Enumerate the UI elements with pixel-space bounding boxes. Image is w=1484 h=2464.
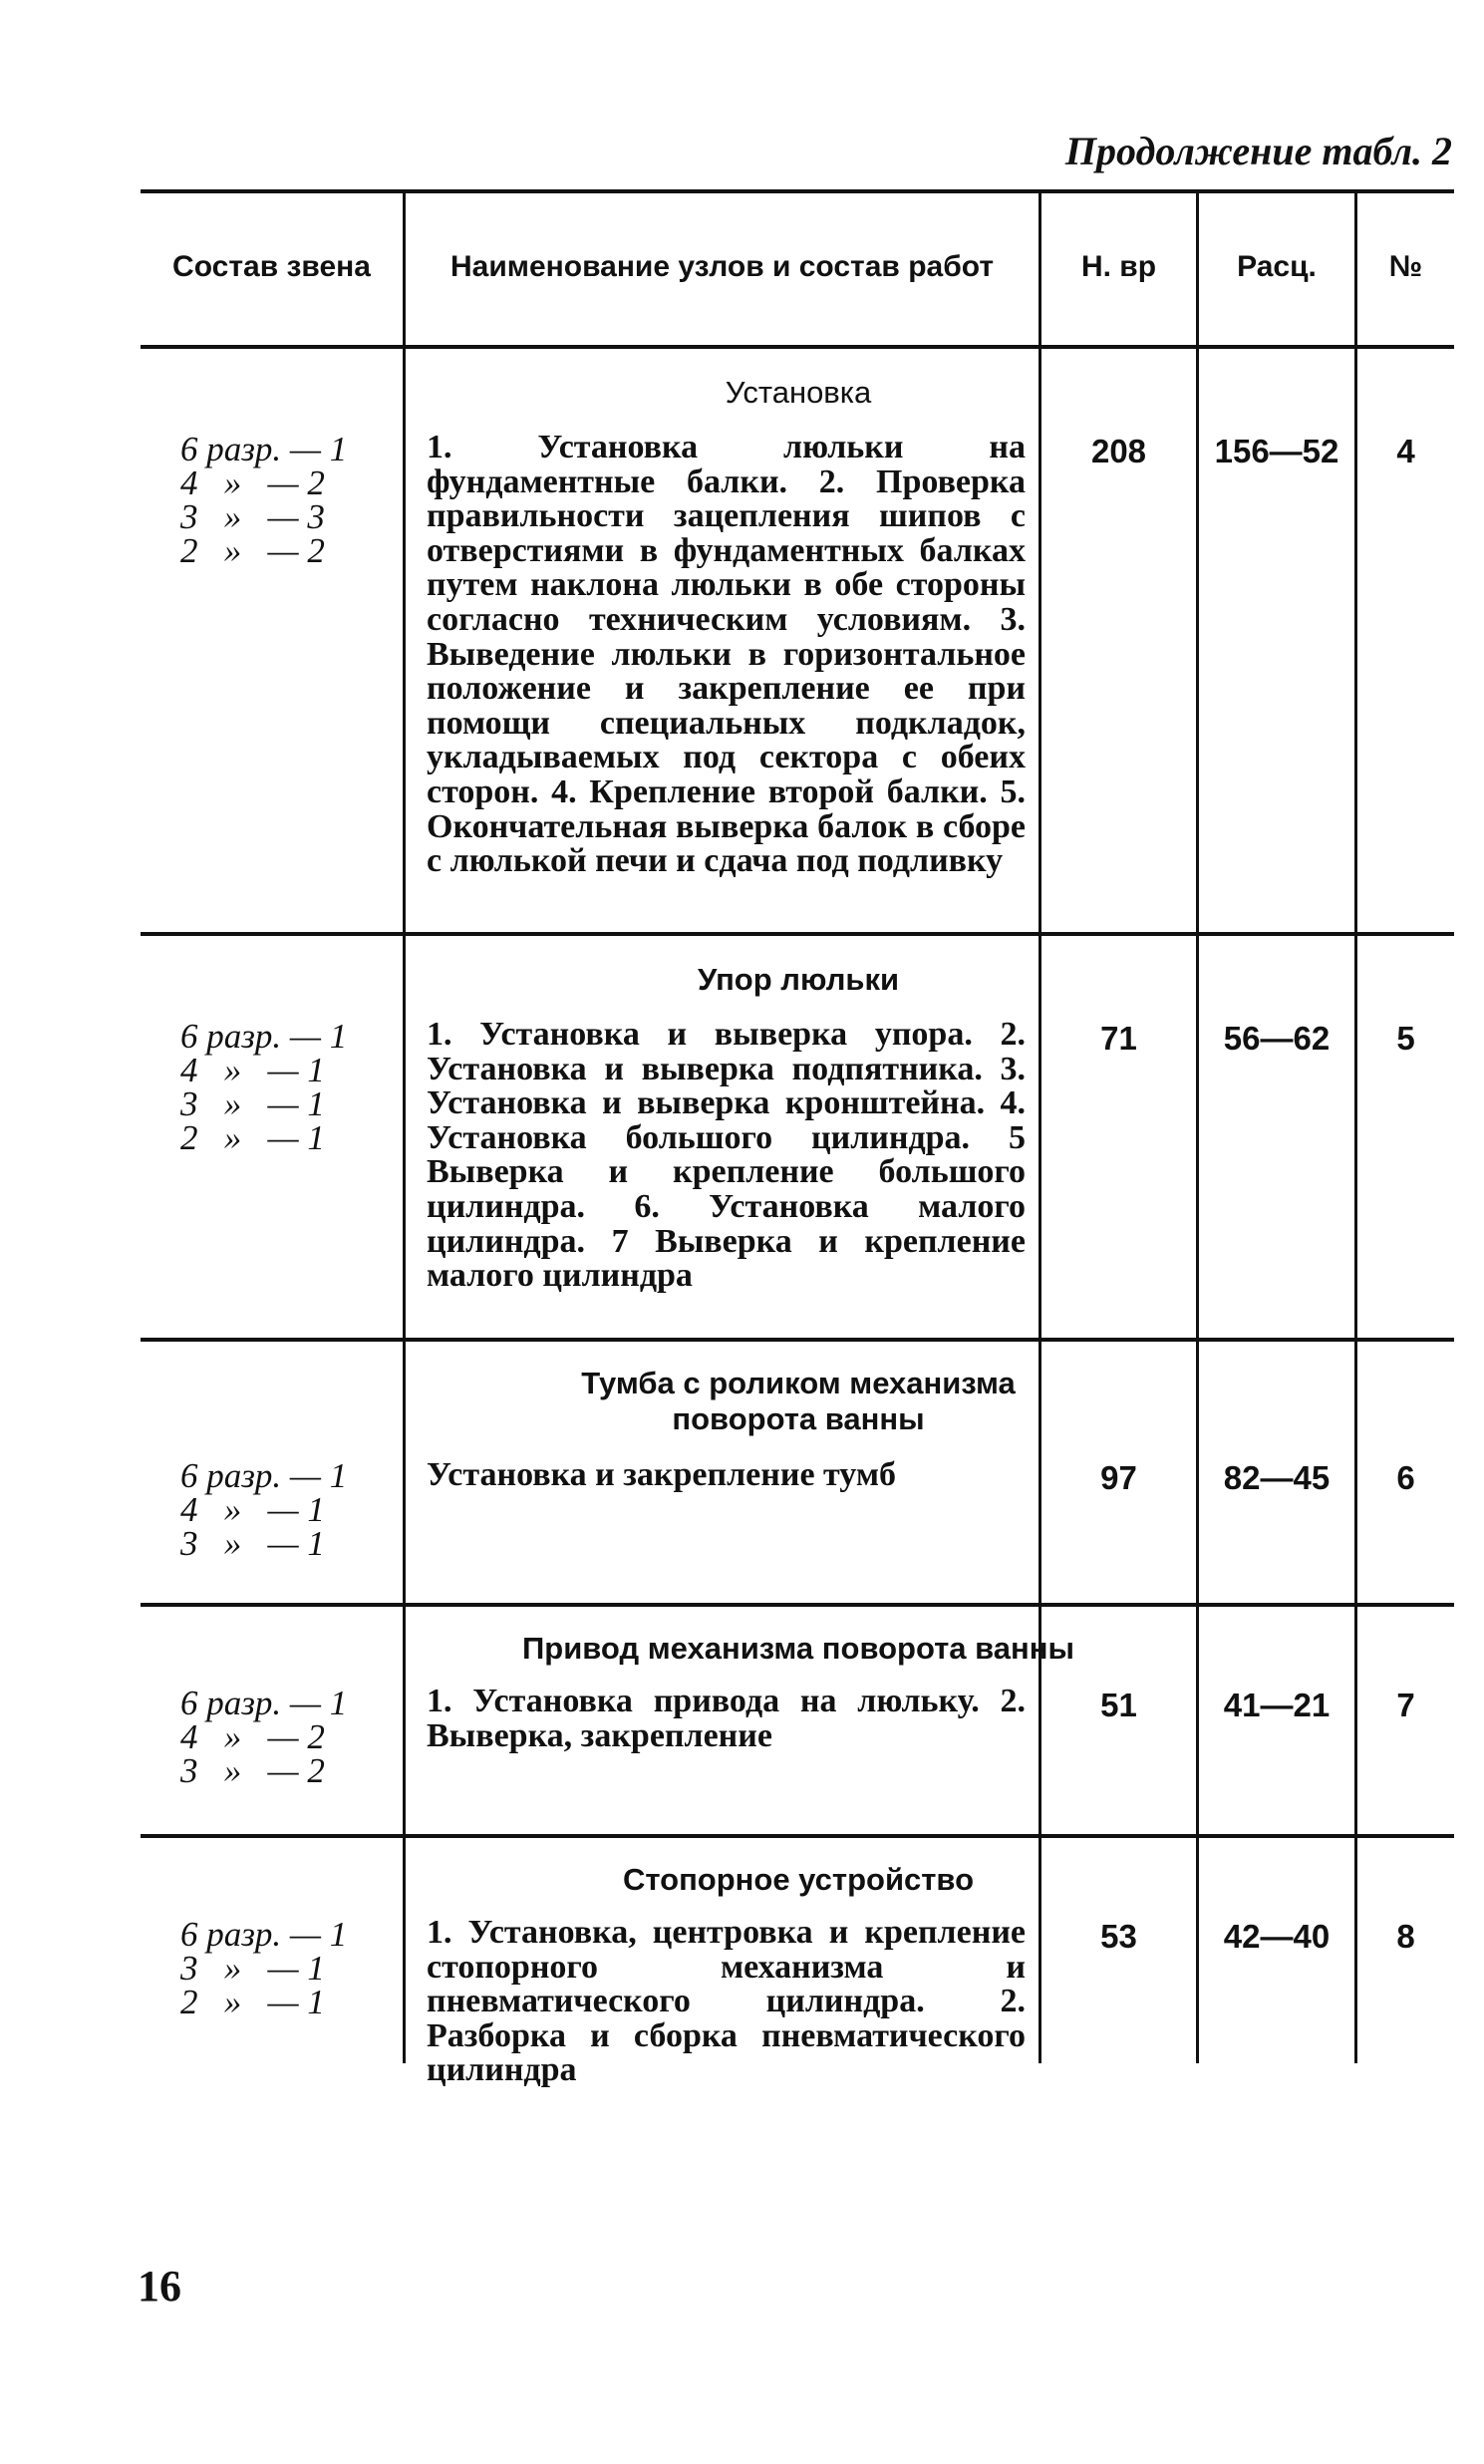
section-title: Привод механизма поворота ванны <box>522 1631 1074 1666</box>
header-crew: Состав звена <box>172 250 371 283</box>
crew-list <box>180 1456 348 1563</box>
crew-line: 3 » — 1 <box>180 1949 325 1988</box>
rate-value: 42—40 <box>1223 1918 1331 1955</box>
rate-value: 56—62 <box>1223 1020 1331 1057</box>
time-norm: 97 <box>1100 1459 1137 1496</box>
crew-line: 4 » — 1 <box>180 1051 325 1089</box>
section-title: Установка <box>725 375 872 410</box>
row-number: 4 <box>1396 433 1415 469</box>
crew-list <box>180 1915 348 2021</box>
time-norm: 51 <box>1100 1687 1137 1723</box>
crew-line: 6 разр. — 1 <box>180 1017 348 1056</box>
row-number: 5 <box>1396 1020 1415 1057</box>
crew-line: 6 разр. — 1 <box>180 1915 348 1954</box>
header-work: Наименование узлов и состав работ <box>449 250 995 283</box>
crew-line: 4 » — 2 <box>180 1717 325 1756</box>
header-number: № <box>1388 250 1423 283</box>
row-number: 7 <box>1396 1687 1415 1723</box>
header-bottom-rule <box>141 345 1454 349</box>
section-divider <box>141 932 1454 936</box>
crew-line: 6 разр. — 1 <box>180 1684 348 1722</box>
section-divider <box>141 1834 1454 1838</box>
crew-list <box>180 430 348 570</box>
column-divider <box>1354 189 1357 2063</box>
header-rate: Расц. <box>1237 250 1317 283</box>
crew-line: 6 разр. — 1 <box>180 1456 348 1495</box>
row-number: 6 <box>1396 1459 1415 1496</box>
row-number: 8 <box>1396 1918 1415 1955</box>
section-divider <box>141 1603 1454 1607</box>
rate-value: 82—45 <box>1223 1459 1331 1496</box>
table-caption: Продолжение табл. 2 <box>1064 129 1452 173</box>
crew-line: 4 » — 1 <box>180 1490 325 1529</box>
work-description: 1. Установка и выверка упора. 2. Установка и выверка подпятника. 3. Установка и выверка кронштейна. 4. Установка большого цилиндра. 5 Выверка и крепление большого цилиндра. 6. Установка малого цилиндра. 7 Выверка и крепление малого цилиндра <box>427 1016 1026 1295</box>
crew-line: 2 » — 1 <box>180 1983 325 2021</box>
crew-line: 4 » — 2 <box>180 463 325 502</box>
crew-line: 3 » — 1 <box>180 1524 325 1563</box>
crew-line: 6 разр. — 1 <box>180 430 348 468</box>
work-description: 1. Установка люльки на фундаментные балки. 2. Проверка правильности зацепления шипов с отверстиями в фундаментных балках путем наклона люльки в обе стороны согласно техническим условиям. 3. Выведение люльки в горизонтальное положение и закрепление ее при помощи специальных подкладок, укладываемых под сектора с обеих сторон. 4. Крепление второй балки. 5. Окончательная выверка балок в сборе с люлькой печи и сдача под подливку <box>427 429 1026 880</box>
crew-list <box>180 1017 348 1157</box>
time-norm: 53 <box>1100 1918 1137 1955</box>
header-time: Н. вр <box>1080 250 1157 283</box>
work-description: 1. Установка, центровка и крепление стопорного механизма и пневматического цилиндра. 2. Разборка и сборка пневматического цилиндра <box>427 1914 1026 2089</box>
rate-value: 156—52 <box>1214 433 1339 469</box>
section-title: Упор люльки <box>697 962 900 997</box>
column-divider <box>403 189 406 2063</box>
crew-line: 3 » — 2 <box>180 1751 325 1790</box>
crew-list <box>180 1684 348 1790</box>
section-title: Тумба с роликом механизма поворота ванны <box>581 1366 1016 1436</box>
column-divider <box>1039 189 1041 2063</box>
time-norm: 71 <box>1100 1020 1137 1057</box>
section-divider <box>141 1338 1454 1342</box>
crew-line: 2 » — 1 <box>180 1118 325 1157</box>
work-description: 1. Установка привода на люльку. 2. Выверка, закрепление <box>427 1683 1026 1754</box>
rate-value: 41—21 <box>1223 1687 1331 1723</box>
crew-line: 3 » — 3 <box>180 497 325 536</box>
column-divider <box>1196 189 1199 2063</box>
time-norm: 208 <box>1090 433 1147 469</box>
page-number: 16 <box>138 2262 181 2310</box>
section-title: Стопорное устройство <box>622 1862 975 1897</box>
work-description: Установка и закрепление тумб <box>427 1456 897 1493</box>
crew-line: 2 » — 2 <box>180 531 325 570</box>
crew-line: 3 » — 1 <box>180 1084 325 1123</box>
